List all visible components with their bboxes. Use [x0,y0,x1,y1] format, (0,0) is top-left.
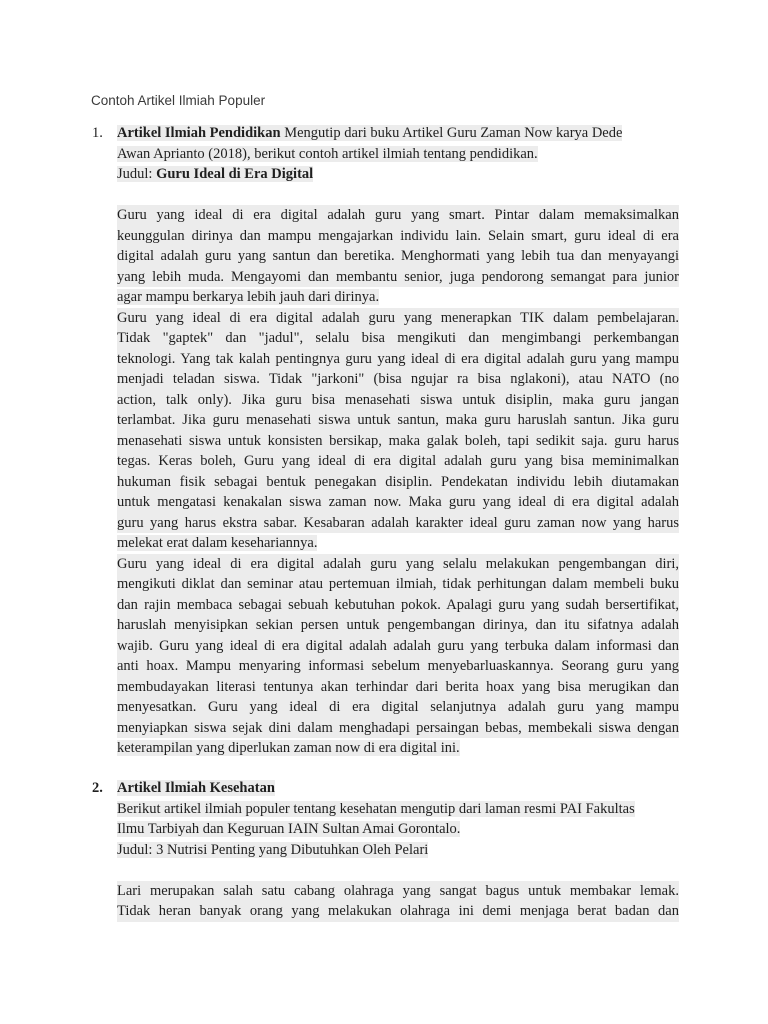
paragraph-line-text: untuk mengatasi kenakalan siswa zaman now. Maka guru yang ideal di era digital adalah [117,492,679,513]
paragraph-line-text: Guru yang ideal di era digital adalah guru yang smart. Pintar dalam memaksimalkan [117,205,679,226]
paragraph-line [117,226,679,247]
paragraph-line [117,718,679,739]
paragraph-line [117,451,679,472]
paragraph-line-text: terlambat. Jika guru menasehati siswa untuk santun, maka guru haruslah santun. Jika guru [117,410,679,431]
paragraph-line-text: Lari merupakan salah satu cabang olahraga yang sangat bagus untuk membakar lemak. [117,881,679,902]
paragraph-line [117,369,679,390]
article-paragraph [117,881,679,922]
paragraph-line [117,287,679,308]
paragraph-line-text: hukuman fisik sebagai bentuk penegakan disiplin. Pendekatan individu lebih diutamakan [117,472,679,493]
paragraph-line [117,615,679,636]
article-item-2 [117,778,679,922]
intro-text: Mengutip dari buku Artikel Guru Zaman Now karya Dede [280,125,623,141]
paragraph-line-text: yang lebih muda. Mengayomi dan membantu senior, juga pendorong semangat para junior [117,267,679,288]
intro-text: Berikut artikel ilmiah populer tentang kesehatan mengutip dari laman resmi PAI Fakultas [117,800,635,817]
paragraph-line-text: mengikuti diklat dan seminar atau pertemuan ilmiah, tidak perhitungan dalam membeli buku [117,574,679,595]
paragraph-line-text: Guru yang ideal di era digital adalah guru yang menerapkan TIK dalam pembelajaran. [117,308,679,329]
page-heading: Contoh Artikel Ilmiah Populer [91,93,266,108]
paragraph-line-text: Guru yang ideal di era digital adalah guru yang selalu melakukan pengembangan diri, [117,554,679,575]
paragraph-line [117,636,679,657]
paragraph-line-text: wajib. Guru yang ideal di era digital adalah adalah guru yang terbuka dalam informasi dan [117,636,679,657]
paragraph-line [117,901,679,922]
article-paragraph [117,205,679,759]
paragraph-line [117,677,679,698]
paragraph-line [117,881,679,902]
paragraph-line-text: teknologi. Yang tak kalah pentingnya guru yang ideal di era digital adalah guru yang mampu [117,349,679,370]
paragraph-line [117,697,679,718]
judul-label: Judul: [117,166,157,182]
paragraph-line [117,410,679,431]
paragraph-line-text: membudayakan literasi tentunya akan terhindar dari berita hoax yang bisa merugikan dan [117,677,679,698]
item-title: Artikel Ilmiah Kesehatan [117,780,275,796]
paragraph-line-text: tegas. Keras boleh, Guru yang ideal di era digital adalah guru yang bisa meminimalkan [117,451,679,472]
paragraph-line-text: anti hoax. Mampu menyaring informasi sebelum menyebarluaskannya. Seorang guru yang [117,656,679,677]
paragraph-line [117,595,679,616]
paragraph-line [117,328,679,349]
paragraph-line [117,513,679,534]
paragraph-line-text: digital adalah guru yang santun dan beretika. Menghormati yang lebih tua dan menyayangi [117,246,679,267]
paragraph-line [117,431,679,452]
paragraph-line-text: menyesatkan. Guru yang ideal di era digital selanjutnya adalah guru yang mampu [117,697,679,718]
paragraph-line [117,246,679,267]
paragraph-line-text: guru yang harus ekstra sabar. Kesabaran adalah karakter ideal guru zaman now yang harus [117,513,679,534]
paragraph-line [117,738,679,759]
intro-text: Ilmu Tarbiyah dan Keguruan IAIN Sultan Amai Gorontalo. [117,821,461,837]
item-number-2: 2. [92,780,103,796]
paragraph-line [117,492,679,513]
paragraph-line [117,574,679,595]
item-title: Artikel Ilmiah Pendidikan [117,125,281,141]
item-number-1: 1. [92,125,103,141]
paragraph-line-text: Tidak "gaptek" dan "jadul", selalu bisa mengikuti dan mengimbangi perkembangan [117,328,679,349]
paragraph-line-text: menjadi teladan siswa. Tidak "jarkoni" (bisa ngujar ra bisa nglakoni), atau NATO (no [117,369,679,390]
paragraph-line [117,533,679,554]
paragraph-line-text: haruslah menyisipkan sekian persen untuk pengembangan dirinya, dan itu sifatnya adalah [117,615,679,636]
paragraph-line-text: agar mampu berkarya lebih jauh dari dirinya. [117,289,380,305]
paragraph-line-text: menasehati siswa untuk konsisten bersikap, maka galak boleh, tapi sedikit saja. guru harus [117,431,679,452]
paragraph-line-text: Tidak heran banyak orang yang melakukan olahraga ini demi menjaga berat badan dan [117,901,679,922]
article-item-1 [117,123,679,759]
paragraph-line [117,267,679,288]
paragraph-line-text: melekat erat dalam kesehariannya. [117,535,318,551]
paragraph-line [117,205,679,226]
paragraph-line [117,308,679,329]
paragraph-line [117,554,679,575]
paragraph-line [117,390,679,411]
intro-text: Awan Aprianto (2018), berikut contoh artikel ilmiah tentang pendidikan. [117,145,538,162]
paragraph-line [117,656,679,677]
paragraph-line-text: dan rajin membaca sebagai sebuah kebutuhan pokok. Apalagi guru yang sudah bersertifikat, [117,595,679,616]
judul-line: Judul: 3 Nutrisi Penting yang Dibutuhkan Oleh Pelari [117,841,429,858]
judul-title: Guru Ideal di Era Digital [156,166,314,182]
paragraph-line [117,349,679,370]
paragraph-line-text: action, talk only). Jika guru bisa menasehati siswa untuk disiplin, maka guru jangan [117,390,679,411]
paragraph-line-text: keunggulan dirinya dan mampu mengajarkan individu lain. Selain smart, guru ideal di era [117,226,679,247]
paragraph-line-text: menyiapkan siswa sejak dini dalam menghadapi persaingan bebas, membekali siswa dengan [117,718,679,739]
paragraph-line-text: keterampilan yang diperlukan zaman now di era digital ini. [117,740,460,756]
paragraph-line [117,472,679,493]
